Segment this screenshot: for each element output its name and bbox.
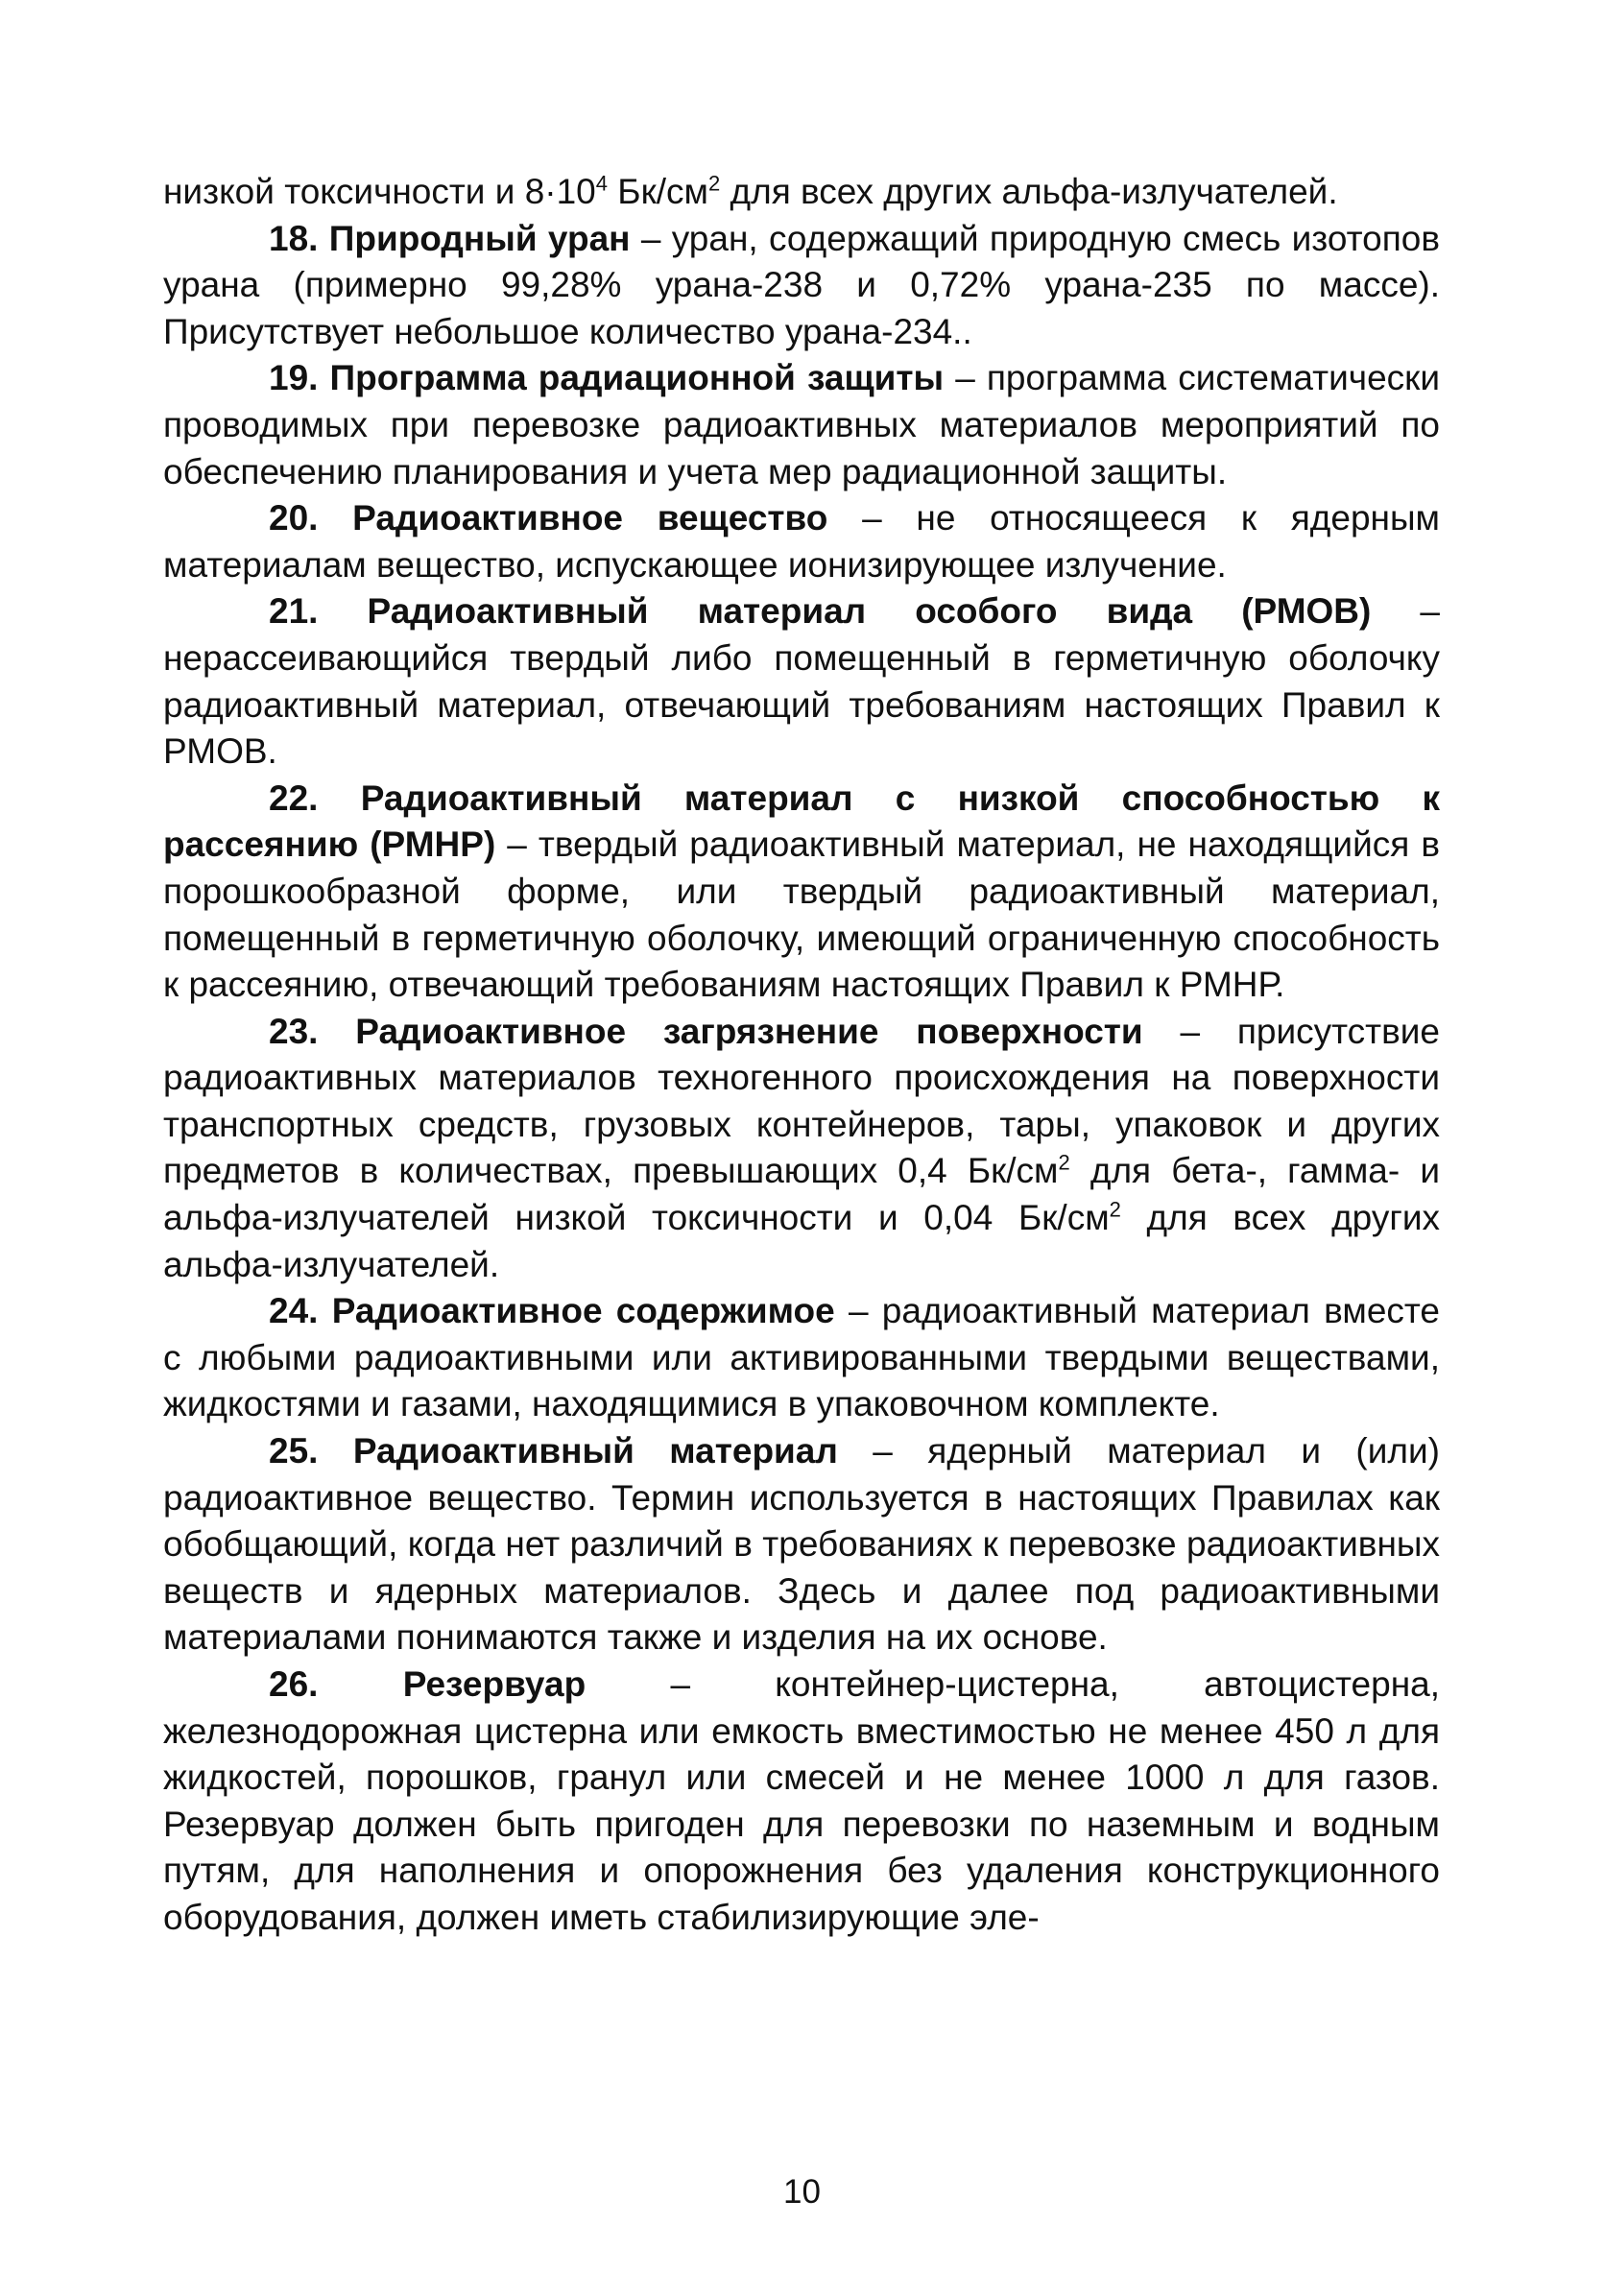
definition-text: – радиоактивный материал вместе с любыми радиоактивными или активированными твердыми веществами, жидкостями и газами, находящимися в упаковочном комплекте. [163, 1291, 1441, 1424]
definition-text: – программа систематически проводимых при перевозке радиоактивных материалов мероприятий по обеспечению планирования и учета мер радиационной защиты. [163, 358, 1440, 491]
term-title: Природный уран [328, 218, 631, 258]
item-number: 23. [269, 1011, 319, 1051]
item-number: 24. [269, 1291, 319, 1331]
definition-text: – не относящееся к ядерным материалам вещество, испускающее ионизирующее излучение. [163, 498, 1440, 585]
intro-paragraph [163, 169, 1440, 216]
item-number: 26. [269, 1664, 319, 1704]
term-title: Резервуар [402, 1664, 587, 1704]
definition-26 [163, 1662, 1440, 1942]
term-title: Радиоактивный материал [352, 1431, 838, 1471]
definition-20 [163, 495, 1440, 588]
term-title: Радиоактивное содержимое [331, 1291, 835, 1331]
document-page [163, 169, 1440, 1942]
definition-19 [163, 355, 1440, 495]
exponent: 4 [595, 171, 609, 196]
exponent: 2 [1058, 1151, 1070, 1176]
definition-23 [163, 1009, 1440, 1289]
term-title: Радиоактивное загрязнение поверхности [355, 1011, 1143, 1051]
intro-tail: для всех других альфа-излучателей. [720, 172, 1338, 211]
item-number: 22. [269, 777, 319, 818]
item-number: 25. [269, 1431, 319, 1471]
definition-text: – присутствие радиоактивных материалов техногенного происхождения на поверхности транспортных средств, грузовых контейнеров, тары, упаковок и других предметов в количествах, превышающих 0,4 Бк/см [163, 1011, 1440, 1191]
item-number: 20. [269, 498, 319, 538]
term-title: Радиоактивный материал особого вида (РМОВ) [367, 591, 1372, 632]
term-title: Радиоактивный материал с низкой способностью к рассеянию (РМНР) [163, 777, 1440, 865]
definition-text: – нерассеивающийся твердый либо помещенный в герметичную оболочку радиоактивный материал, отвечающий требованиям настоящих Правил к РМОВ. [163, 591, 1441, 772]
exponent: 2 [707, 171, 721, 196]
definition-text: для всех других альфа-излучателей. [163, 1198, 1440, 1284]
term-title: Программа радиационной защиты [329, 358, 945, 398]
term-title: Радиоактивное вещество [352, 498, 828, 538]
item-number: 18. [269, 218, 319, 258]
definition-text: – уран, содержащий природную смесь изотопов урана (примерно 99,28% урана-238 и 0,72% урана-235 по массе). Присутствует небольшое количество урана-234.. [163, 218, 1440, 351]
definition-24 [163, 1288, 1440, 1428]
item-number: 21. [269, 591, 319, 632]
definition-text: – твердый радиоактивный материал, не находящийся в порошкообразной форме, или твердый радиоактивный материал, помещенный в герметичную оболочку, имеющий ограниченную способность к рассеянию, отвечающий требованиям настоящих Правил к РМНР. [163, 825, 1440, 1005]
exponent: 2 [1109, 1197, 1121, 1222]
definition-21 [163, 588, 1440, 775]
definition-18 [163, 216, 1440, 356]
definition-25 [163, 1428, 1440, 1662]
page-number: 10 [783, 2173, 821, 2211]
item-number: 19. [269, 358, 319, 398]
definition-text: для бета-, гамма- и альфа-излучателей низкой токсичности и 0,04 Бк/см [163, 1151, 1440, 1238]
definition-22 [163, 776, 1440, 1009]
intro-unit: Бк/см [608, 172, 708, 211]
intro-text: низкой токсичности и 8·10 [163, 172, 596, 211]
definition-text: – ядерный материал и (или) радиоактивное вещество. Термин используется в настоящих Правилах как обобщающий, когда нет различий в требованиях к перевозке радиоактивных веществ и ядерных материалов. Здесь и далее под радиоактивными материалами понимаются также и изделия на их основе. [163, 1431, 1440, 1658]
definition-text: – контейнер-цистерна, автоцистерна, железнодорожная цистерна или емкость вместимостью не менее 450 л для жидкостей, порошков, гранул или смесей и не менее 1000 л для газов. Резервуар должен быть пригоден для перевозки по наземным и водным путям, для наполнения и опорожнения без удаления конструкционного оборудования, должен иметь стабилизирующие эле- [163, 1664, 1441, 1937]
